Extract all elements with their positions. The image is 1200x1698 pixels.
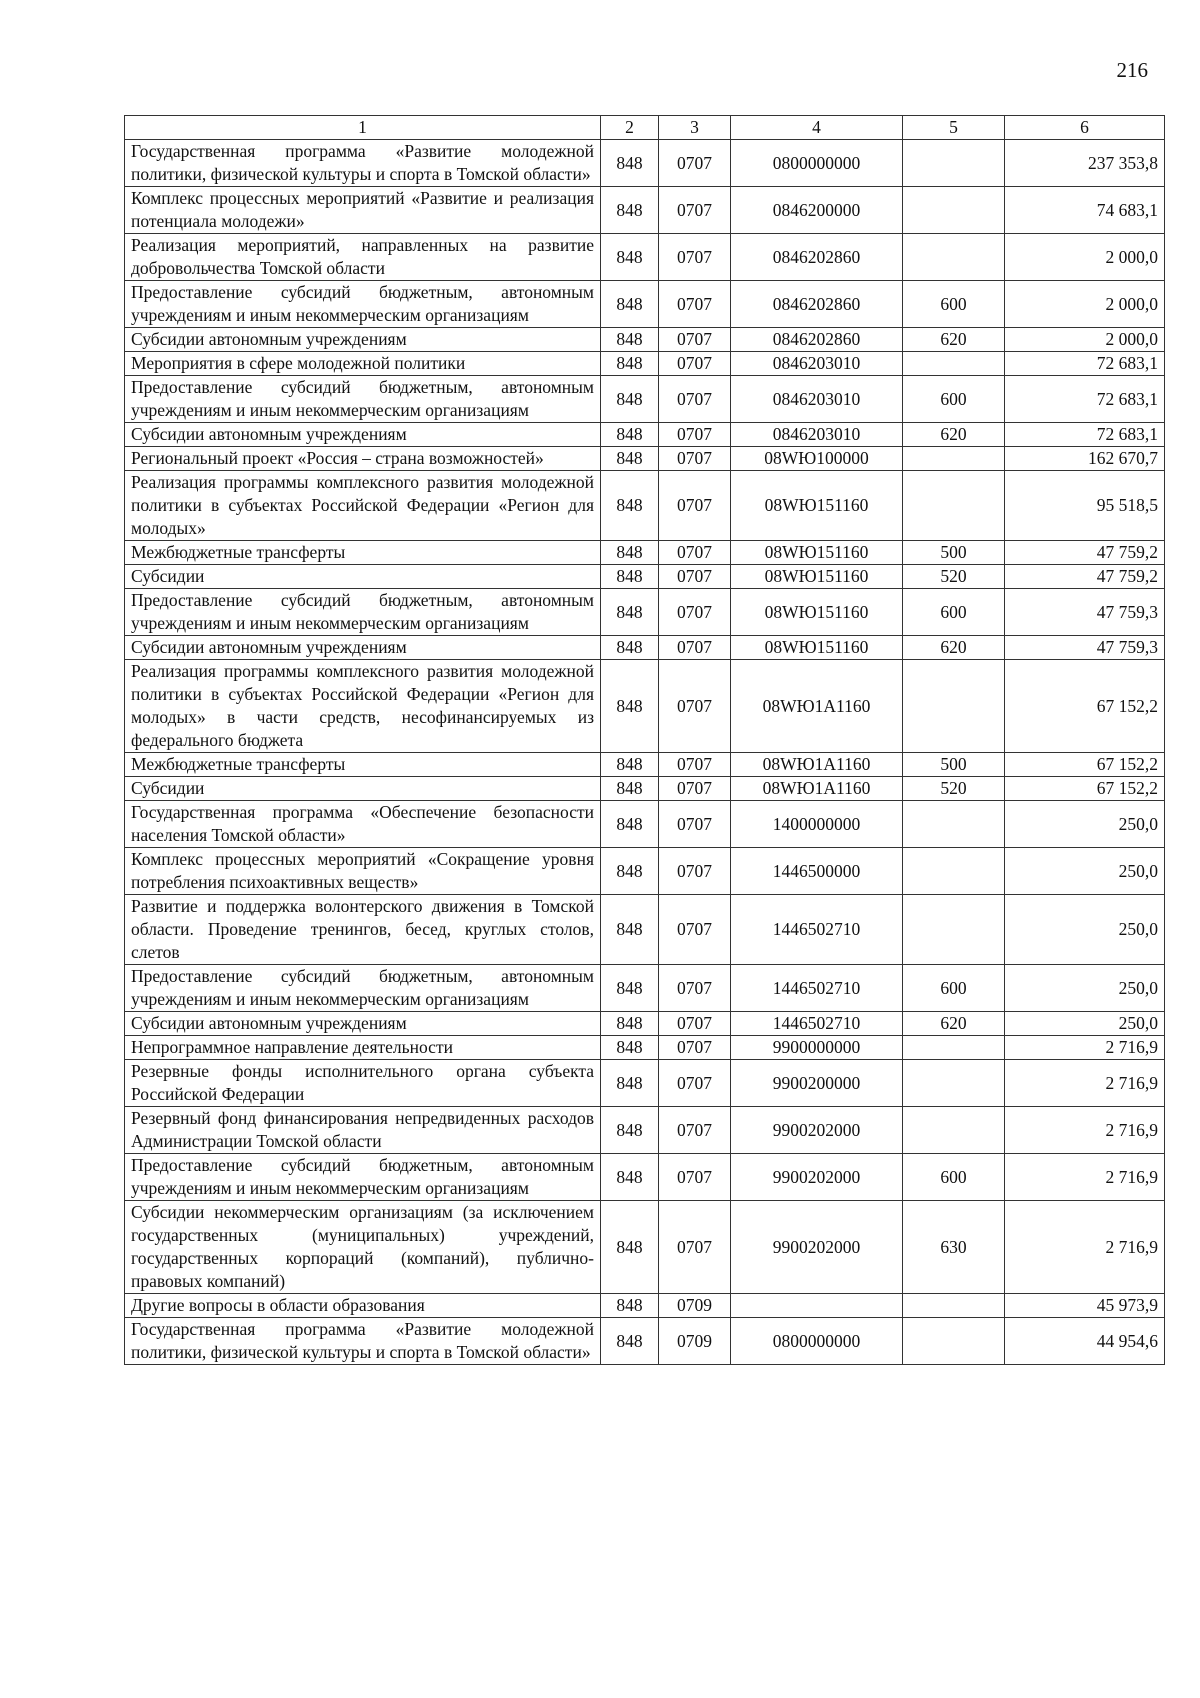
target-article-cell: 1446500000: [731, 848, 903, 895]
amount-cell: 45 973,9: [1005, 1294, 1165, 1318]
ministry-code-cell: 848: [601, 777, 659, 801]
section-code-cell: 0707: [659, 447, 731, 471]
table-row: [125, 801, 1165, 848]
amount-cell: 44 954,6: [1005, 1318, 1165, 1365]
table-row: [125, 541, 1165, 565]
target-article-cell: 0846202860: [731, 234, 903, 281]
expense-type-cell: 620: [903, 1012, 1005, 1036]
section-code-cell: 0707: [659, 471, 731, 541]
ministry-code-cell: 848: [601, 1154, 659, 1201]
target-article-cell: 0846203010: [731, 352, 903, 376]
header-cell: 4: [731, 116, 903, 140]
row-name-cell: Межбюджетные трансферты: [125, 753, 601, 777]
target-article-cell: 08WЮ1А1160: [731, 753, 903, 777]
amount-cell: 72 683,1: [1005, 376, 1165, 423]
ministry-code-cell: 848: [601, 1294, 659, 1318]
row-name-cell: Субсидии автономным учреждениям: [125, 1012, 601, 1036]
target-article-cell: 0800000000: [731, 1318, 903, 1365]
amount-cell: 237 353,8: [1005, 140, 1165, 187]
expense-type-cell: [903, 1060, 1005, 1107]
row-name-cell: Межбюджетные трансферты: [125, 541, 601, 565]
row-name-cell: Комплекс процессных мероприятий «Сокращение уровня потребления психоактивных веществ»: [125, 848, 601, 895]
target-article-cell: 08WЮ151160: [731, 565, 903, 589]
section-code-cell: 0707: [659, 777, 731, 801]
ministry-code-cell: 848: [601, 423, 659, 447]
target-article-cell: 9900202000: [731, 1154, 903, 1201]
amount-cell: 72 683,1: [1005, 423, 1165, 447]
ministry-code-cell: 848: [601, 753, 659, 777]
amount-cell: 2 716,9: [1005, 1060, 1165, 1107]
target-article-cell: 1446502710: [731, 895, 903, 965]
target-article-cell: 08WЮ151160: [731, 589, 903, 636]
expense-type-cell: 600: [903, 1154, 1005, 1201]
target-article-cell: 08WЮ100000: [731, 447, 903, 471]
section-code-cell: 0707: [659, 541, 731, 565]
ministry-code-cell: 848: [601, 636, 659, 660]
amount-cell: 72 683,1: [1005, 352, 1165, 376]
target-article-cell: 0846202860: [731, 328, 903, 352]
target-article-cell: 9900200000: [731, 1060, 903, 1107]
expense-type-cell: [903, 234, 1005, 281]
section-code-cell: 0707: [659, 636, 731, 660]
budget-table: [124, 115, 1165, 1365]
target-article-cell: 9900202000: [731, 1201, 903, 1294]
ministry-code-cell: 848: [601, 352, 659, 376]
expense-type-cell: [903, 1107, 1005, 1154]
row-name-cell: Комплекс процессных мероприятий «Развитие и реализация потенциала молодежи»: [125, 187, 601, 234]
section-code-cell: 0707: [659, 1154, 731, 1201]
table-row: [125, 1012, 1165, 1036]
target-article-cell: 1446502710: [731, 1012, 903, 1036]
section-code-cell: 0707: [659, 1201, 731, 1294]
section-code-cell: 0707: [659, 187, 731, 234]
ministry-code-cell: 848: [601, 1201, 659, 1294]
table-row: [125, 660, 1165, 753]
table-row: [125, 423, 1165, 447]
amount-cell: 2 716,9: [1005, 1201, 1165, 1294]
section-code-cell: 0707: [659, 1107, 731, 1154]
row-name-cell: Резервный фонд финансирования непредвиденных расходов Администрации Томской области: [125, 1107, 601, 1154]
amount-cell: 250,0: [1005, 895, 1165, 965]
table-row: [125, 777, 1165, 801]
row-name-cell: Развитие и поддержка волонтерского движения в Томской области. Проведение тренингов, бесед, круглых столов, слетов: [125, 895, 601, 965]
table-row: [125, 1201, 1165, 1294]
ministry-code-cell: 848: [601, 1036, 659, 1060]
expense-type-cell: 620: [903, 328, 1005, 352]
expense-type-cell: [903, 1294, 1005, 1318]
table-row: [125, 376, 1165, 423]
expense-type-cell: 500: [903, 541, 1005, 565]
table-row: [125, 895, 1165, 965]
amount-cell: 2 000,0: [1005, 328, 1165, 352]
section-code-cell: 0707: [659, 895, 731, 965]
target-article-cell: 08WЮ151160: [731, 471, 903, 541]
section-code-cell: 0707: [659, 848, 731, 895]
ministry-code-cell: 848: [601, 660, 659, 753]
amount-cell: 74 683,1: [1005, 187, 1165, 234]
row-name-cell: Предоставление субсидий бюджетным, автономным учреждениям и иным некоммерческим организациям: [125, 589, 601, 636]
table-row: [125, 234, 1165, 281]
target-article-cell: 9900000000: [731, 1036, 903, 1060]
ministry-code-cell: 848: [601, 895, 659, 965]
row-name-cell: Региональный проект «Россия – страна возможностей»: [125, 447, 601, 471]
expense-type-cell: 500: [903, 753, 1005, 777]
amount-cell: 47 759,2: [1005, 565, 1165, 589]
table-row: [125, 447, 1165, 471]
table-row: [125, 328, 1165, 352]
section-code-cell: 0707: [659, 565, 731, 589]
header-cell: 6: [1005, 116, 1165, 140]
table-row: [125, 471, 1165, 541]
table-row: [125, 140, 1165, 187]
amount-cell: 47 759,3: [1005, 636, 1165, 660]
section-code-cell: 0707: [659, 376, 731, 423]
table-row: [125, 1107, 1165, 1154]
section-code-cell: 0707: [659, 140, 731, 187]
expense-type-cell: [903, 660, 1005, 753]
expense-type-cell: [903, 187, 1005, 234]
amount-cell: 250,0: [1005, 1012, 1165, 1036]
header-cell: 5: [903, 116, 1005, 140]
table-row: [125, 352, 1165, 376]
amount-cell: 67 152,2: [1005, 777, 1165, 801]
table-row: [125, 1318, 1165, 1365]
amount-cell: 47 759,3: [1005, 589, 1165, 636]
target-article-cell: 08WЮ151160: [731, 636, 903, 660]
target-article-cell: 0846203010: [731, 376, 903, 423]
row-name-cell: Непрограммное направление деятельности: [125, 1036, 601, 1060]
row-name-cell: Реализация программы комплексного развития молодежной политики в субъектах Российской Федерации «Регион для молодых»: [125, 471, 601, 541]
row-name-cell: Другие вопросы в области образования: [125, 1294, 601, 1318]
header-cell: 1: [125, 116, 601, 140]
ministry-code-cell: 848: [601, 281, 659, 328]
expense-type-cell: [903, 471, 1005, 541]
table-row: [125, 1294, 1165, 1318]
section-code-cell: 0707: [659, 1012, 731, 1036]
amount-cell: 47 759,2: [1005, 541, 1165, 565]
row-name-cell: Реализация программы комплексного развития молодежной политики в субъектах Российской Федерации «Регион для молодых» в части средств, несофинансируемых из федерального бюджета: [125, 660, 601, 753]
row-name-cell: Предоставление субсидий бюджетным, автономным учреждениям и иным некоммерческим организациям: [125, 965, 601, 1012]
amount-cell: 250,0: [1005, 848, 1165, 895]
table-row: [125, 565, 1165, 589]
row-name-cell: Предоставление субсидий бюджетным, автономным учреждениям и иным некоммерческим организациям: [125, 376, 601, 423]
table-row: [125, 636, 1165, 660]
expense-type-cell: 520: [903, 777, 1005, 801]
target-article-cell: 0846203010: [731, 423, 903, 447]
expense-type-cell: [903, 1318, 1005, 1365]
ministry-code-cell: 848: [601, 187, 659, 234]
target-article-cell: 08WЮ1А1160: [731, 660, 903, 753]
table-row: [125, 965, 1165, 1012]
target-article-cell: 1400000000: [731, 801, 903, 848]
expense-type-cell: 600: [903, 589, 1005, 636]
ministry-code-cell: 848: [601, 447, 659, 471]
section-code-cell: 0707: [659, 1060, 731, 1107]
expense-type-cell: [903, 352, 1005, 376]
section-code-cell: 0707: [659, 234, 731, 281]
ministry-code-cell: 848: [601, 565, 659, 589]
expense-type-cell: 600: [903, 965, 1005, 1012]
section-code-cell: 0707: [659, 423, 731, 447]
amount-cell: 2 000,0: [1005, 281, 1165, 328]
header-cell: 3: [659, 116, 731, 140]
target-article-cell: 0800000000: [731, 140, 903, 187]
expense-type-cell: 620: [903, 423, 1005, 447]
row-name-cell: Мероприятия в сфере молодежной политики: [125, 352, 601, 376]
ministry-code-cell: 848: [601, 1107, 659, 1154]
target-article-cell: 1446502710: [731, 965, 903, 1012]
section-code-cell: 0707: [659, 1036, 731, 1060]
target-article-cell: 0846200000: [731, 187, 903, 234]
row-name-cell: Государственная программа «Обеспечение безопасности населения Томской области»: [125, 801, 601, 848]
row-name-cell: Субсидии некоммерческим организациям (за исключением государственных (муниципальных) учреждений, государственных корпораций (компаний), публично-правовых компаний): [125, 1201, 601, 1294]
ministry-code-cell: 848: [601, 589, 659, 636]
target-article-cell: 08WЮ1А1160: [731, 777, 903, 801]
target-article-cell: [731, 1294, 903, 1318]
amount-cell: 250,0: [1005, 965, 1165, 1012]
row-name-cell: Резервные фонды исполнительного органа субъекта Российской Федерации: [125, 1060, 601, 1107]
header-cell: 2: [601, 116, 659, 140]
expense-type-cell: 600: [903, 376, 1005, 423]
expense-type-cell: [903, 895, 1005, 965]
expense-type-cell: [903, 140, 1005, 187]
expense-type-cell: 520: [903, 565, 1005, 589]
table-header-row: [125, 116, 1165, 140]
ministry-code-cell: 848: [601, 801, 659, 848]
table-row: [125, 848, 1165, 895]
target-article-cell: 9900202000: [731, 1107, 903, 1154]
ministry-code-cell: 848: [601, 376, 659, 423]
section-code-cell: 0707: [659, 328, 731, 352]
table-row: [125, 753, 1165, 777]
ministry-code-cell: 848: [601, 1318, 659, 1365]
row-name-cell: Предоставление субсидий бюджетным, автономным учреждениям и иным некоммерческим организациям: [125, 1154, 601, 1201]
expense-type-cell: 620: [903, 636, 1005, 660]
table-row: [125, 1060, 1165, 1107]
ministry-code-cell: 848: [601, 234, 659, 281]
amount-cell: 250,0: [1005, 801, 1165, 848]
table-row: [125, 1036, 1165, 1060]
amount-cell: 95 518,5: [1005, 471, 1165, 541]
table-row: [125, 187, 1165, 234]
section-code-cell: 0707: [659, 753, 731, 777]
expense-type-cell: [903, 848, 1005, 895]
table-row: [125, 1154, 1165, 1201]
amount-cell: 162 670,7: [1005, 447, 1165, 471]
section-code-cell: 0709: [659, 1318, 731, 1365]
section-code-cell: 0707: [659, 352, 731, 376]
ministry-code-cell: 848: [601, 471, 659, 541]
row-name-cell: Субсидии: [125, 777, 601, 801]
page-number: 216: [1116, 58, 1148, 82]
row-name-cell: Государственная программа «Развитие молодежной политики, физической культуры и спорта в Томской области»: [125, 140, 601, 187]
section-code-cell: 0707: [659, 589, 731, 636]
ministry-code-cell: 848: [601, 1012, 659, 1036]
row-name-cell: Государственная программа «Развитие молодежной политики, физической культуры и спорта в Томской области»: [125, 1318, 601, 1365]
target-article-cell: 0846202860: [731, 281, 903, 328]
expense-type-cell: [903, 447, 1005, 471]
table-row: [125, 589, 1165, 636]
row-name-cell: Предоставление субсидий бюджетным, автономным учреждениям и иным некоммерческим организациям: [125, 281, 601, 328]
row-name-cell: Субсидии автономным учреждениям: [125, 328, 601, 352]
amount-cell: 67 152,2: [1005, 753, 1165, 777]
amount-cell: 2 000,0: [1005, 234, 1165, 281]
ministry-code-cell: 848: [601, 1060, 659, 1107]
ministry-code-cell: 848: [601, 328, 659, 352]
row-name-cell: Субсидии автономным учреждениям: [125, 423, 601, 447]
table-row: [125, 281, 1165, 328]
amount-cell: 2 716,9: [1005, 1036, 1165, 1060]
section-code-cell: 0707: [659, 965, 731, 1012]
expense-type-cell: [903, 1036, 1005, 1060]
ministry-code-cell: 848: [601, 965, 659, 1012]
section-code-cell: 0709: [659, 1294, 731, 1318]
row-name-cell: Субсидии: [125, 565, 601, 589]
target-article-cell: 08WЮ151160: [731, 541, 903, 565]
expense-type-cell: 600: [903, 281, 1005, 328]
ministry-code-cell: 848: [601, 541, 659, 565]
amount-cell: 2 716,9: [1005, 1154, 1165, 1201]
expense-type-cell: 630: [903, 1201, 1005, 1294]
section-code-cell: 0707: [659, 801, 731, 848]
row-name-cell: Реализация мероприятий, направленных на развитие добровольчества Томской области: [125, 234, 601, 281]
row-name-cell: Субсидии автономным учреждениям: [125, 636, 601, 660]
ministry-code-cell: 848: [601, 140, 659, 187]
amount-cell: 2 716,9: [1005, 1107, 1165, 1154]
expense-type-cell: [903, 801, 1005, 848]
amount-cell: 67 152,2: [1005, 660, 1165, 753]
ministry-code-cell: 848: [601, 848, 659, 895]
section-code-cell: 0707: [659, 660, 731, 753]
section-code-cell: 0707: [659, 281, 731, 328]
